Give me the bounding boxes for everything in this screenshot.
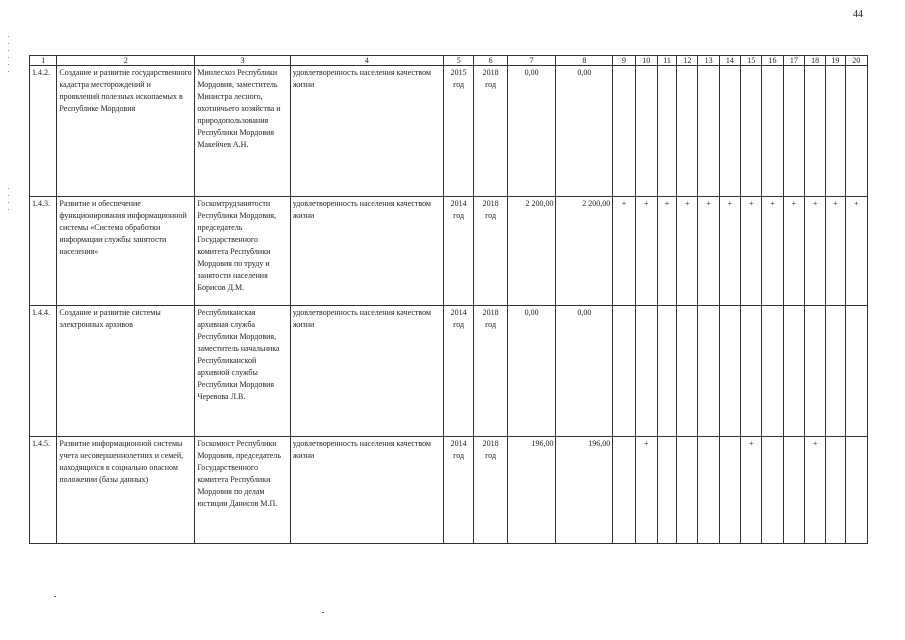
column-number: 20 <box>845 56 867 66</box>
row-mark <box>783 437 804 544</box>
row-mark <box>677 437 698 544</box>
scan-speck <box>322 612 324 613</box>
row-mark: + <box>741 197 762 306</box>
table-row <box>30 66 868 197</box>
row-mark <box>657 437 676 544</box>
row-mark: + <box>783 197 804 306</box>
row-name: Создание и развитие системы электронных архивов <box>57 306 195 437</box>
column-number: 15 <box>741 56 762 66</box>
column-number: 1 <box>30 56 57 66</box>
row-mark <box>845 66 867 197</box>
column-number: 19 <box>826 56 845 66</box>
row-mark <box>826 306 845 437</box>
column-number: 12 <box>677 56 698 66</box>
row-mark <box>762 306 783 437</box>
row-amount-7: 0,00 <box>507 306 556 437</box>
row-amount-7: 2 200,00 <box>507 197 556 306</box>
row-start: 2014 год <box>443 197 473 306</box>
row-mark: + <box>677 197 698 306</box>
row-mark <box>762 66 783 197</box>
row-mark <box>635 66 657 197</box>
column-number: 7 <box>507 56 556 66</box>
column-number: 4 <box>290 56 443 66</box>
row-mark <box>845 437 867 544</box>
column-number: 6 <box>474 56 507 66</box>
row-mark: + <box>845 197 867 306</box>
row-mark <box>677 66 698 197</box>
column-number: 8 <box>556 56 613 66</box>
row-mark <box>783 306 804 437</box>
row-mark <box>613 437 635 544</box>
row-mark: + <box>635 197 657 306</box>
column-number-row <box>30 56 868 66</box>
row-mark <box>677 306 698 437</box>
column-number: 3 <box>195 56 290 66</box>
row-mark <box>698 306 719 437</box>
row-mark <box>698 66 719 197</box>
column-number: 14 <box>719 56 740 66</box>
row-amount-7: 0,00 <box>507 66 556 197</box>
row-code: 1.4.2. <box>30 66 57 197</box>
row-amount-8: 196,00 <box>556 437 613 544</box>
column-number: 10 <box>635 56 657 66</box>
column-number: 2 <box>57 56 195 66</box>
row-end: 2018 год <box>474 197 507 306</box>
row-responsible: Республиканская архивная служба Республики Мордовия, заместитель начальника Республиканской архивной службы Республики Мордовия Черевова Л.В. <box>195 306 290 437</box>
row-mark <box>741 66 762 197</box>
row-mark <box>719 306 740 437</box>
row-mark <box>613 306 635 437</box>
row-code: 1.4.4. <box>30 306 57 437</box>
row-mark: + <box>762 197 783 306</box>
row-mark: + <box>826 197 845 306</box>
row-mark: + <box>613 197 635 306</box>
row-mark <box>698 437 719 544</box>
row-mark <box>845 306 867 437</box>
table-row <box>30 197 868 306</box>
column-number: 5 <box>443 56 473 66</box>
column-number: 16 <box>762 56 783 66</box>
row-amount-8: 0,00 <box>556 66 613 197</box>
binding-dots-top <box>8 36 10 78</box>
table-row <box>30 437 868 544</box>
row-end: 2018 год <box>474 66 507 197</box>
row-amount-7: 196,00 <box>507 437 556 544</box>
table-row <box>30 306 868 437</box>
row-mark <box>762 437 783 544</box>
row-mark <box>657 306 676 437</box>
row-name: Создание и развитие государственного кадастра месторождений и проявлений полезных ископаемых в Республике Мордовия <box>57 66 195 197</box>
column-number: 9 <box>613 56 635 66</box>
scan-speck <box>54 596 56 597</box>
row-start: 2014 год <box>443 306 473 437</box>
row-mark <box>719 437 740 544</box>
row-mark: + <box>719 197 740 306</box>
binding-dots-middle <box>8 188 10 216</box>
row-mark: + <box>657 197 676 306</box>
row-mark <box>804 66 825 197</box>
row-end: 2018 год <box>474 437 507 544</box>
row-indicator: удовлетворенность населения качеством жизни <box>290 197 443 306</box>
row-mark <box>826 66 845 197</box>
row-indicator: удовлетворенность населения качеством жизни <box>290 437 443 544</box>
row-mark <box>826 437 845 544</box>
row-mark <box>783 66 804 197</box>
row-mark <box>719 66 740 197</box>
row-mark: + <box>804 197 825 306</box>
row-end: 2018 год <box>474 306 507 437</box>
row-mark: + <box>804 437 825 544</box>
row-indicator: удовлетворенность населения качеством жизни <box>290 66 443 197</box>
row-mark <box>657 66 676 197</box>
row-mark <box>804 306 825 437</box>
column-number: 17 <box>783 56 804 66</box>
row-mark: + <box>635 437 657 544</box>
row-mark: + <box>698 197 719 306</box>
row-mark <box>613 66 635 197</box>
page-number: 44 <box>853 9 863 20</box>
row-mark <box>741 306 762 437</box>
measures-table <box>29 55 868 544</box>
row-mark <box>635 306 657 437</box>
row-start: 2014 год <box>443 437 473 544</box>
row-name: Развитие информационной системы учета несовершеннолетних и семей, находящихся в социально опасном положении (базы данных) <box>57 437 195 544</box>
row-amount-8: 2 200,00 <box>556 197 613 306</box>
column-number: 18 <box>804 56 825 66</box>
row-start: 2015 год <box>443 66 473 197</box>
column-number: 13 <box>698 56 719 66</box>
row-responsible: Госкомтрудзанятости Республики Мордовия, председатель Государственного комитета Республики Мордовия по труду и занятости населения Борисов Д.М. <box>195 197 290 306</box>
row-responsible: Госкомюст Республики Мордовия, председатель Государственного комитета Республики Мордовия по делам юстиции Данисов М.П. <box>195 437 290 544</box>
row-amount-8: 0,00 <box>556 306 613 437</box>
row-responsible: Минлесхоз Республики Мордовия, заместитель Министра лесного, охотничьего хозяйства и природопользования Республики Мордовия Макейчев А.Н. <box>195 66 290 197</box>
row-code: 1.4.3. <box>30 197 57 306</box>
column-number: 11 <box>657 56 676 66</box>
row-code: 1.4.5. <box>30 437 57 544</box>
row-indicator: удовлетворенность населения качеством жизни <box>290 306 443 437</box>
row-mark: + <box>741 437 762 544</box>
row-name: Развитие и обеспечение функционирования информационной системы «Система обработки информации службы занятости населения» <box>57 197 195 306</box>
